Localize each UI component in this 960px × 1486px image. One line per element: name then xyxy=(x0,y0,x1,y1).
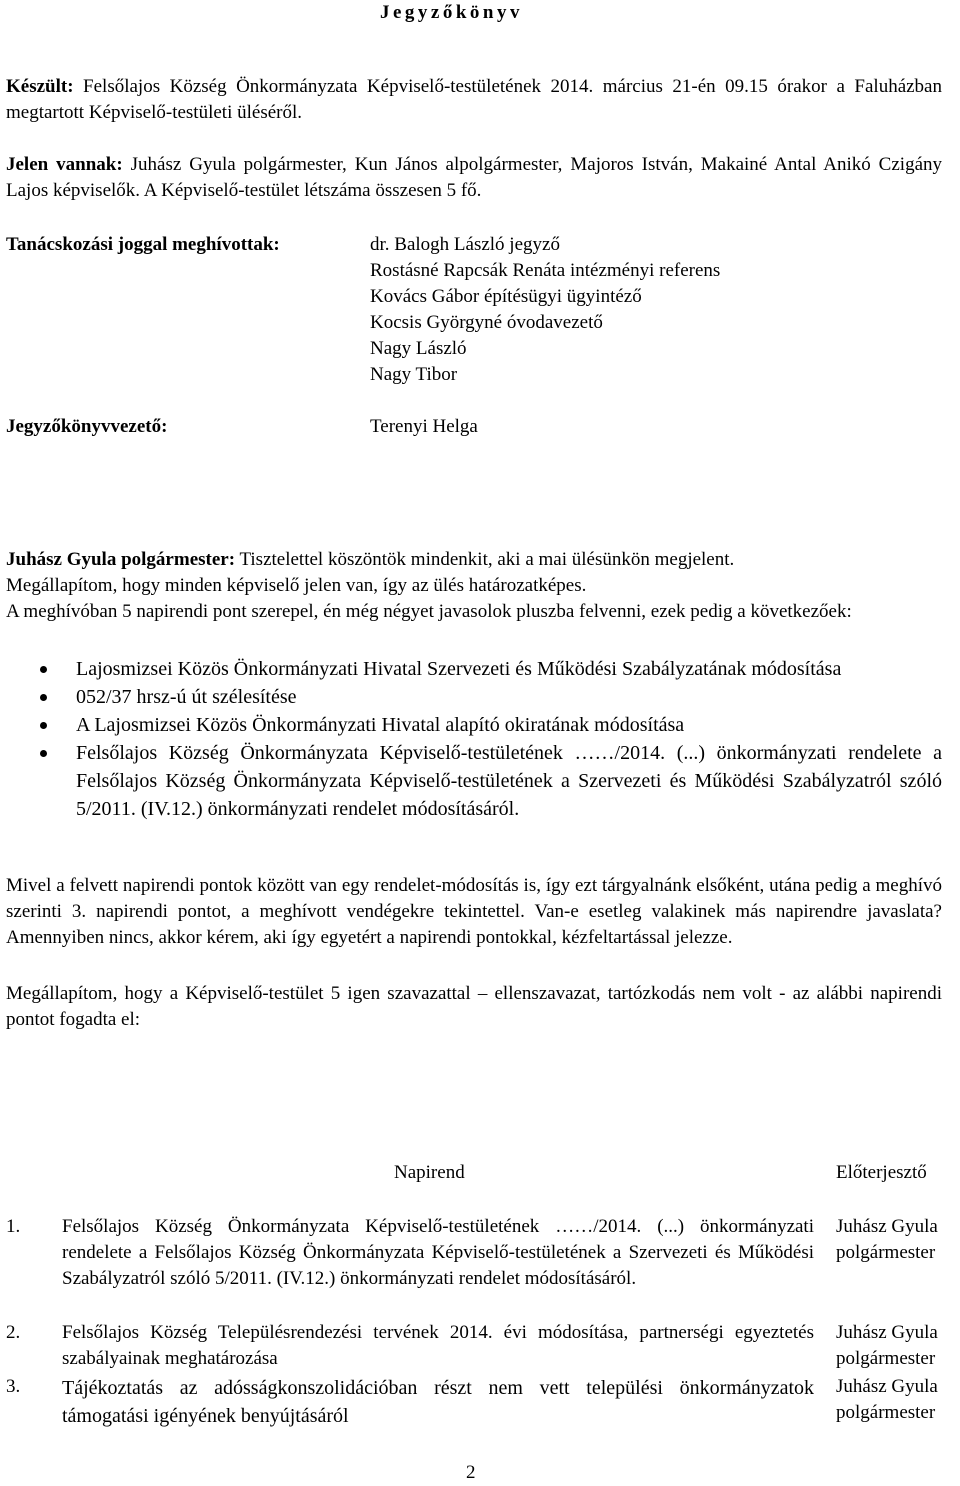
list-item: Felsőlajos Község Önkormányzata Képviselő-testületének ……/2014. (...) önkormányzati rendelete a Felsőlajos Község Önkormányzata Képviselő-testületének a Szervezeti és Működési Szabályzatról szóló 5/2011. (IV.12.) önkormányzati rendelet módosításáról. xyxy=(6,739,942,823)
present-paragraph xyxy=(6,152,942,204)
list-item: A Lajosmizsei Közös Önkormányzati Hivatal alapító okiratának módosítása xyxy=(6,711,942,739)
page-number: 2 xyxy=(466,1462,476,1483)
present-label: Jelen vannak: xyxy=(6,154,123,175)
agenda-presenter: Juhász Gyula polgármester xyxy=(836,1322,938,1369)
bullet-icon xyxy=(40,722,47,729)
speech-line-1: Juhász Gyula polgármester: Tisztelettel köszöntök mindenkit, aki a mai ülésünkön megjelent. xyxy=(6,549,735,570)
invited-person: Rostásné Rapcsák Renáta intézményi referens xyxy=(370,260,721,281)
agenda-number: 1. xyxy=(6,1216,21,1237)
agenda-number: 3. xyxy=(6,1376,21,1397)
agenda-presenter-header: Előterjesztő xyxy=(836,1162,927,1183)
agenda-text: Felsőlajos Község Településrendezési tervének 2014. évi módosítása, partnerségi egyeztetés szabályainak meghatározása xyxy=(62,1322,814,1369)
invited-list xyxy=(370,232,930,388)
invited-label: Tanácskozási joggal meghívottak: xyxy=(6,234,280,255)
agenda-text: Tájékoztatás az adósságkonszolidációban részt nem vett települési önkormányzatok támogatási igényének benyújtásáról xyxy=(62,1377,814,1427)
agenda-order-paragraph: Mivel a felvett napirendi pontok között van egy rendelet-módosítás is, így ezt tárgyalnánk elsőként, utána pedig a meghívó szerinti 3. napirendi pontot, a meghívott vendégekre tekintettel. Van-e esetleg valakinek más napirendre javaslata? Amennyiben nincs, akkor kérem, aki így egyetért a napirendi pontokkal, kézfeltartással jelezze. xyxy=(6,875,942,948)
list-item: 052/37 hrsz-ú út szélesítése xyxy=(6,683,942,711)
agenda-presenter: Juhász Gyula polgármester xyxy=(836,1376,938,1423)
bullet-icon xyxy=(40,694,47,701)
invited-person: Kocsis Györgyné óvodavezető xyxy=(370,312,603,333)
made-text: Felsőlajos Község Önkormányzata Képviselő-testületének 2014. március 21-én 09.15 órakor a Faluházban megtartott Képviselő-testületi üléséről. xyxy=(6,76,942,123)
agenda-topic-header: Napirend xyxy=(394,1162,465,1183)
invited-person: Nagy László xyxy=(370,338,467,359)
made-paragraph xyxy=(6,74,942,126)
bullet-icon xyxy=(40,666,47,673)
recorder-label: Jegyzőkönyvvezető: xyxy=(6,416,168,437)
speech-line-3: A meghívóban 5 napirendi pont szerepel, én még négyet javasolok pluszba felvenni, ezek pedig a következőek: xyxy=(6,601,852,622)
speaker-label: Juhász Gyula polgármester: xyxy=(6,549,236,570)
made-label: Készült: xyxy=(6,76,74,97)
agenda-text: Felsőlajos Község Önkormányzata Képviselő-testületének ……/2014. (...) önkormányzati rendelete a Felsőlajos Község Önkormányzata Képviselő-testületének a Szervezeti és Működési Szabályzatról szóló 5/2011. (IV.12.) önkormányzati rendelet módosításáról. xyxy=(62,1216,814,1289)
invited-person: Kovács Gábor építésügyi ügyintéző xyxy=(370,286,642,307)
invited-person: dr. Balogh László jegyző xyxy=(370,234,560,255)
agenda-presenter: Juhász Gyula polgármester xyxy=(836,1216,938,1263)
agenda-number: 2. xyxy=(6,1322,21,1343)
added-items-list xyxy=(6,655,942,823)
bullet-icon xyxy=(40,750,47,757)
document-title: Jegyzőkönyv xyxy=(380,2,523,23)
present-text: Juhász Gyula polgármester, Kun János alpolgármester, Majoros István, Makainé Antal Anikó Czigány Lajos képviselők. A Képviselő-testület létszáma összesen 5 fő. xyxy=(6,154,942,201)
list-item: Lajosmizsei Közös Önkormányzati Hivatal Szervezeti és Működési Szabályzatának módosítása xyxy=(6,655,942,683)
speech-line-2: Megállapítom, hogy minden képviselő jelen van, így az ülés határozatképes. xyxy=(6,575,587,596)
invited-person: Nagy Tibor xyxy=(370,364,458,385)
recorder-name: Terenyi Helga xyxy=(370,416,478,437)
vote-paragraph: Megállapítom, hogy a Képviselő-testület 5 igen szavazattal – ellenszavazat, tartózkodás nem volt - az alábbi napirendi pontot fogadta el: xyxy=(6,983,942,1030)
